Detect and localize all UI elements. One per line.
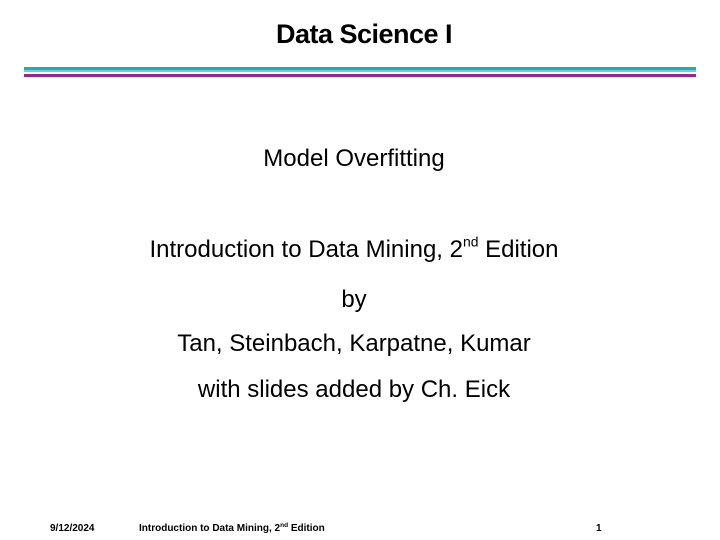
slide-subtitle: Model Overfitting (263, 145, 445, 172)
slide-title: Data Science I (275, 19, 453, 49)
book-title-suffix: Edition (478, 236, 559, 263)
book-title-prefix: Introduction to Data Mining, 2 (149, 236, 463, 263)
by-line: by (341, 286, 367, 313)
footer-title-suffix: Edition (288, 523, 325, 534)
footer-date: 9/12/2024 (50, 523, 95, 534)
authors-line: Tan, Steinbach, Karpatne, Kumar (177, 330, 531, 357)
footer-edition-superscript: nd (280, 522, 289, 530)
book-edition-superscript: nd (462, 233, 479, 250)
footer-title (139, 522, 325, 536)
title-rule-teal-light (24, 70, 696, 72)
footer-title-prefix: Introduction to Data Mining, 2 (139, 523, 281, 534)
slides-added-by-line: with slides added by Ch. Eick (197, 376, 511, 403)
footer-page-number: 1 (596, 523, 602, 534)
title-rule-purple (24, 74, 696, 77)
book-title-line (0, 235, 708, 265)
